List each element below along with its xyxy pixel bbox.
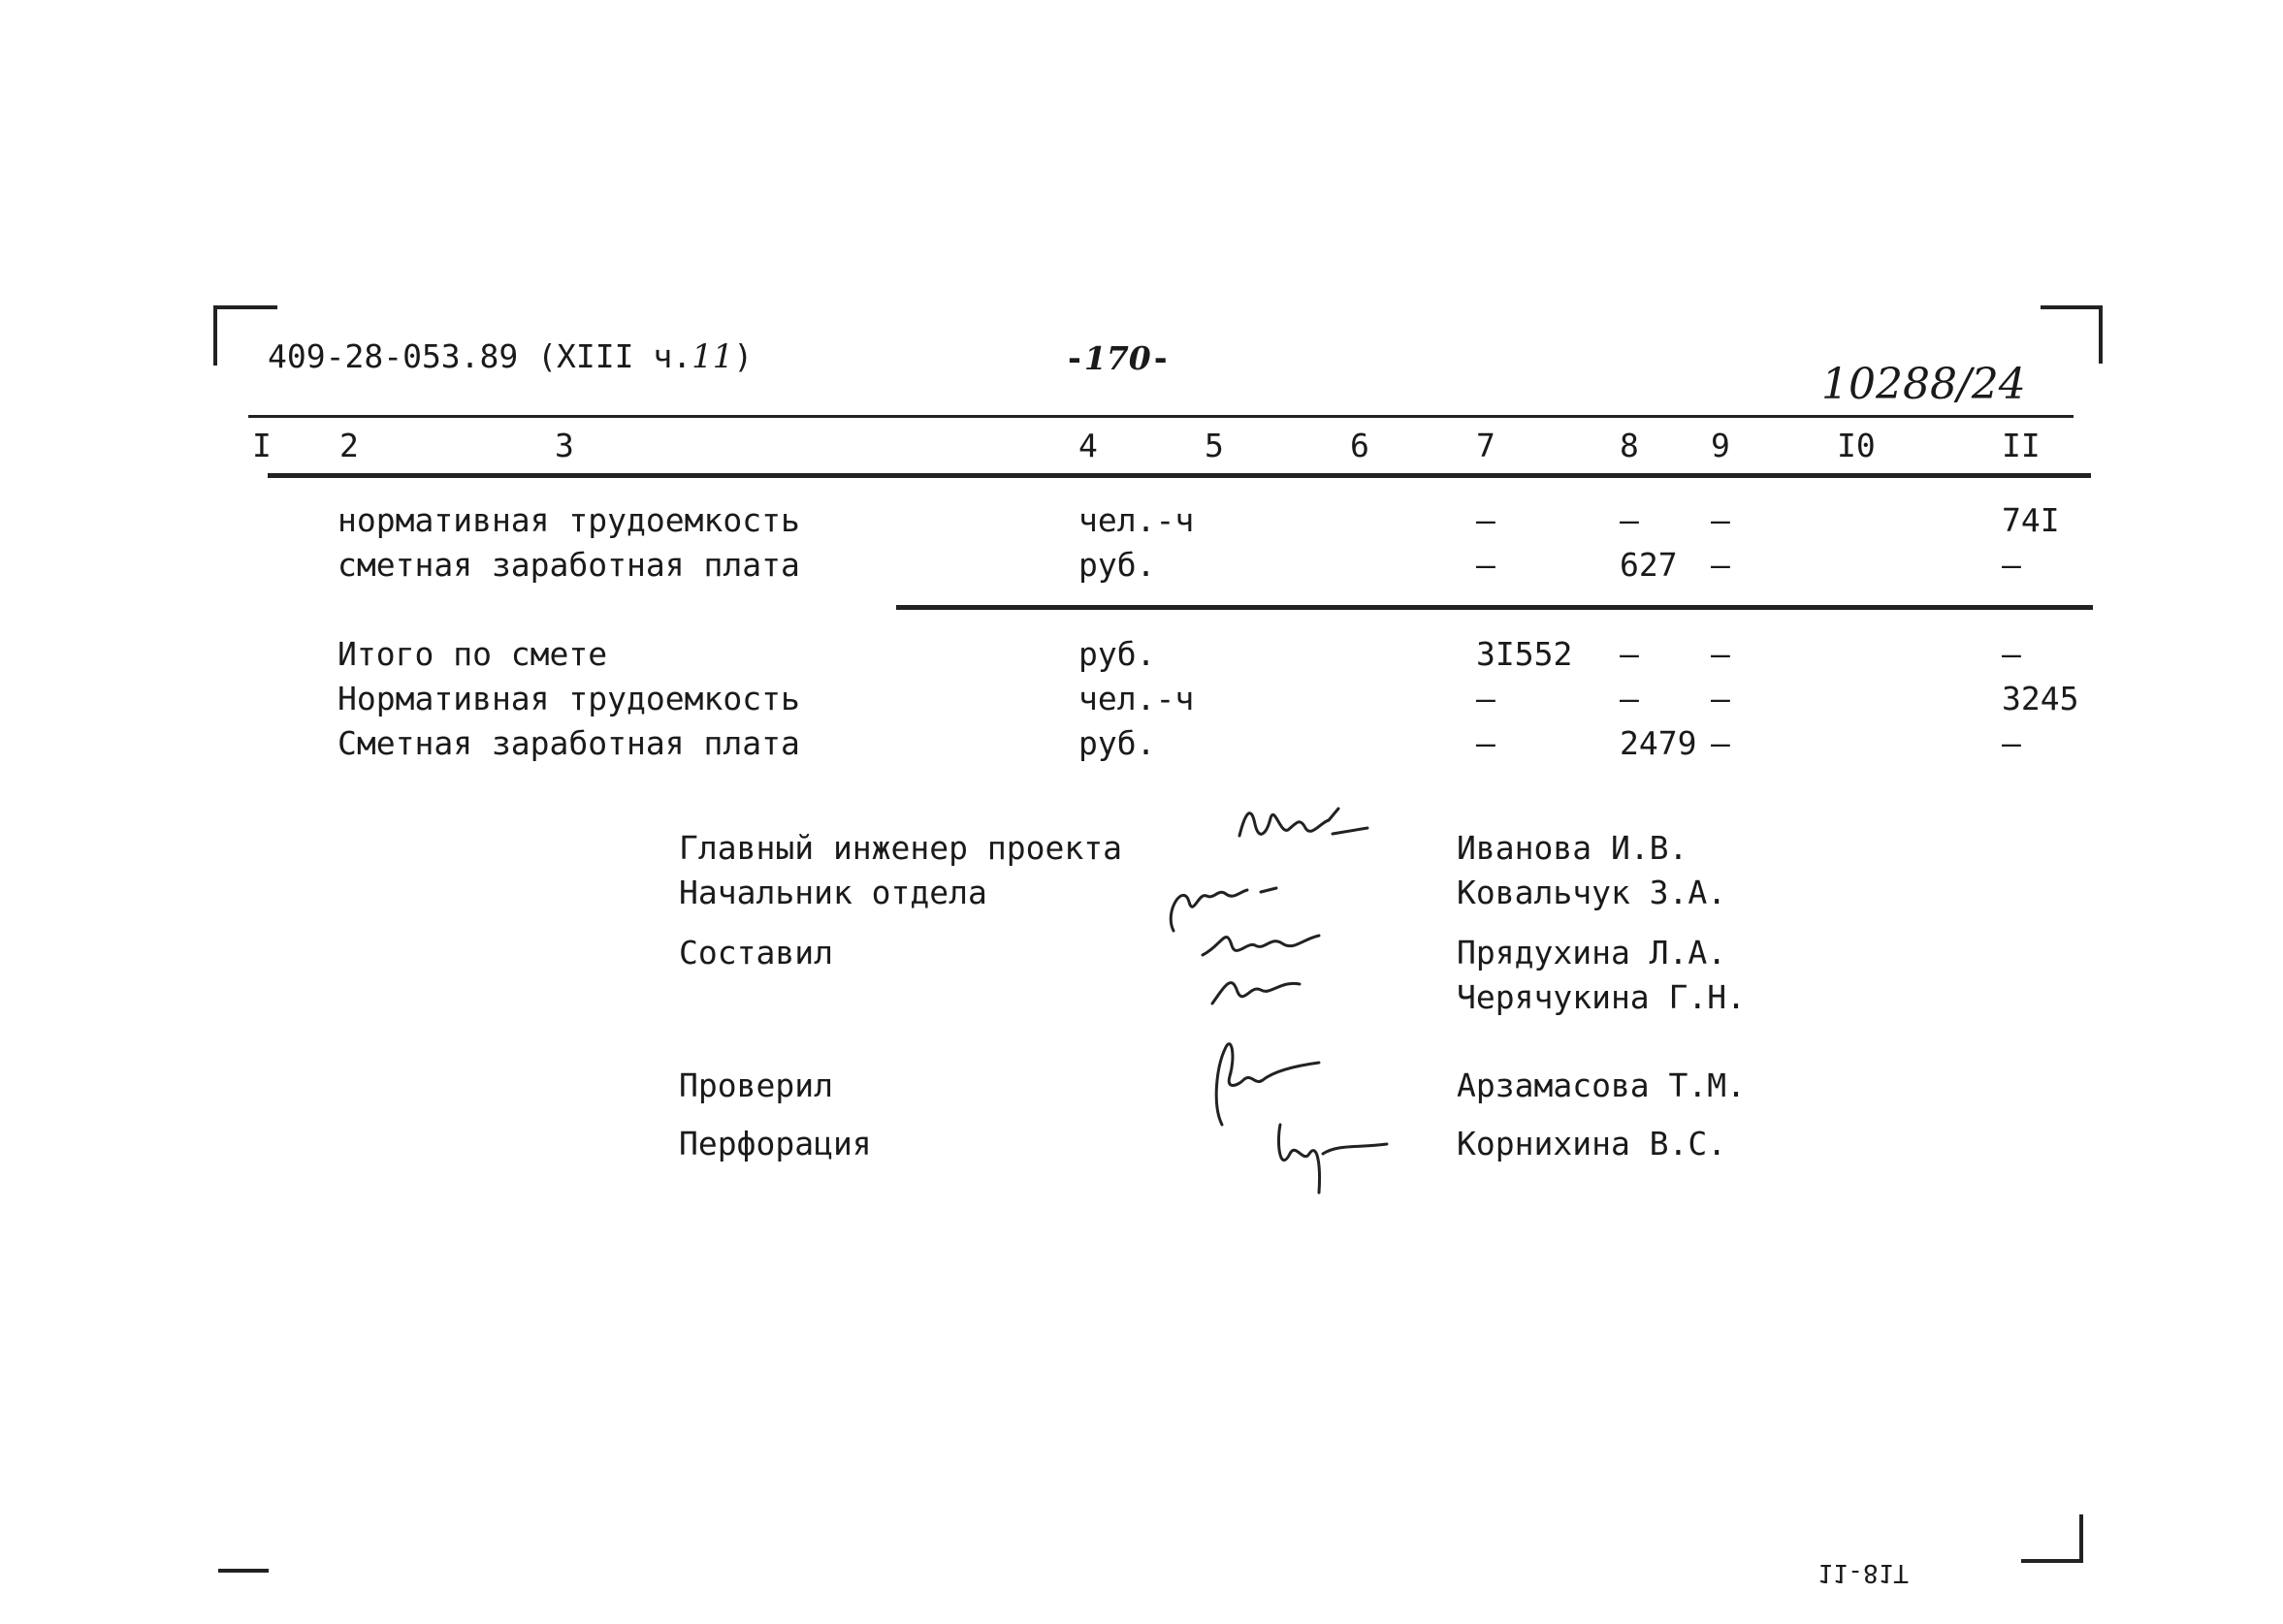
col-8-number: 8: [1620, 427, 1639, 464]
col-3-number: 3: [555, 427, 574, 464]
col-1-number: I: [252, 427, 272, 464]
col-10-number: I0: [1837, 427, 1876, 464]
col-7-number: 7: [1476, 427, 1495, 464]
row-label: Нормативная трудоемкость: [338, 680, 800, 717]
frame-corner-bottom-right: [2021, 1514, 2083, 1563]
frame-corner-top-right: [2041, 305, 2103, 364]
col-9-value: –: [1711, 724, 1730, 762]
col-11-value: –: [2002, 546, 2021, 584]
col-8-value: –: [1620, 680, 1639, 717]
document-code-close: ): [733, 337, 754, 375]
col-7-value: –: [1476, 501, 1495, 539]
col-7-value: –: [1476, 724, 1495, 762]
row-unit: руб.: [1078, 635, 1156, 673]
signature-role: Начальник отдела: [679, 874, 987, 911]
signature-scribble-compiler: [1193, 916, 1367, 1023]
col-8-value: –: [1620, 501, 1639, 539]
signatory-name: Прядухина Л.А.: [1457, 934, 1727, 971]
signature-role: Главный инженер проекта: [679, 829, 1122, 867]
col-9-value: –: [1711, 546, 1730, 584]
col-8-value: –: [1620, 635, 1639, 673]
page-number-value: 170: [1083, 339, 1151, 377]
page-number: [1065, 339, 1171, 378]
signature-role: Проверил: [679, 1067, 833, 1104]
page-number-suffix: -: [1150, 339, 1171, 377]
col-4-number: 4: [1078, 427, 1098, 464]
row-label: Сметная заработная плата: [338, 724, 800, 762]
signatory-name: Арзамасова Т.М.: [1457, 1067, 1747, 1104]
signature-role: Перфорация: [679, 1125, 872, 1162]
col-9-number: 9: [1711, 427, 1730, 464]
col-5-number: 5: [1205, 427, 1224, 464]
signature-scribble-perforation: [1261, 1115, 1406, 1202]
document-part-handwritten: 11: [691, 337, 734, 376]
col-9-value: –: [1711, 501, 1730, 539]
signature-scribble-chief-engineer: [1232, 795, 1387, 853]
page-number-prefix: -: [1065, 339, 1084, 377]
signature-role: Составил: [679, 934, 833, 971]
document-code: [268, 337, 753, 376]
row-label: нормативная трудоемкость: [338, 501, 800, 539]
col-9-value: –: [1711, 680, 1730, 717]
row-unit: руб.: [1078, 724, 1156, 762]
archive-number-handwritten: 10288/24: [1821, 360, 2026, 409]
header-rule-bottom: [268, 473, 2091, 478]
signatory-name: Черячукина Г.Н.: [1457, 978, 1747, 1016]
col-11-value: –: [2002, 724, 2021, 762]
row-unit: чел.-ч: [1078, 680, 1195, 717]
col-2-number: 2: [339, 427, 359, 464]
col-7-value: 3I552: [1476, 635, 1573, 673]
col-11-number: II: [2002, 427, 2041, 464]
col-8-value: 2479: [1620, 724, 1697, 762]
row-label: сметная заработная плата: [338, 546, 800, 584]
header-rule-top: [248, 415, 2074, 418]
subtotal-rule: [896, 605, 2093, 610]
document-code-text: 409-28-053.89 (XIII ч.: [268, 337, 692, 375]
signatory-name: Корнихина В.С.: [1457, 1125, 1727, 1162]
signatory-name: Иванова И.В.: [1457, 829, 1688, 867]
signatory-name: Ковальчук З.А.: [1457, 874, 1727, 911]
row-unit: руб.: [1078, 546, 1156, 584]
col-7-value: –: [1476, 546, 1495, 584]
col-9-value: –: [1711, 635, 1730, 673]
col-7-value: –: [1476, 680, 1495, 717]
col-8-value: 627: [1620, 546, 1678, 584]
footer-code-mirrored: 11-81T: [1817, 1558, 1909, 1587]
col-6-number: 6: [1350, 427, 1369, 464]
row-label: Итого по смете: [338, 635, 608, 673]
frame-mark-bottom-left: [218, 1569, 269, 1573]
col-11-value: 3245: [2002, 680, 2079, 717]
col-11-value: –: [2002, 635, 2021, 673]
row-unit: чел.-ч: [1078, 501, 1195, 539]
col-11-value: 74I: [2002, 501, 2060, 539]
